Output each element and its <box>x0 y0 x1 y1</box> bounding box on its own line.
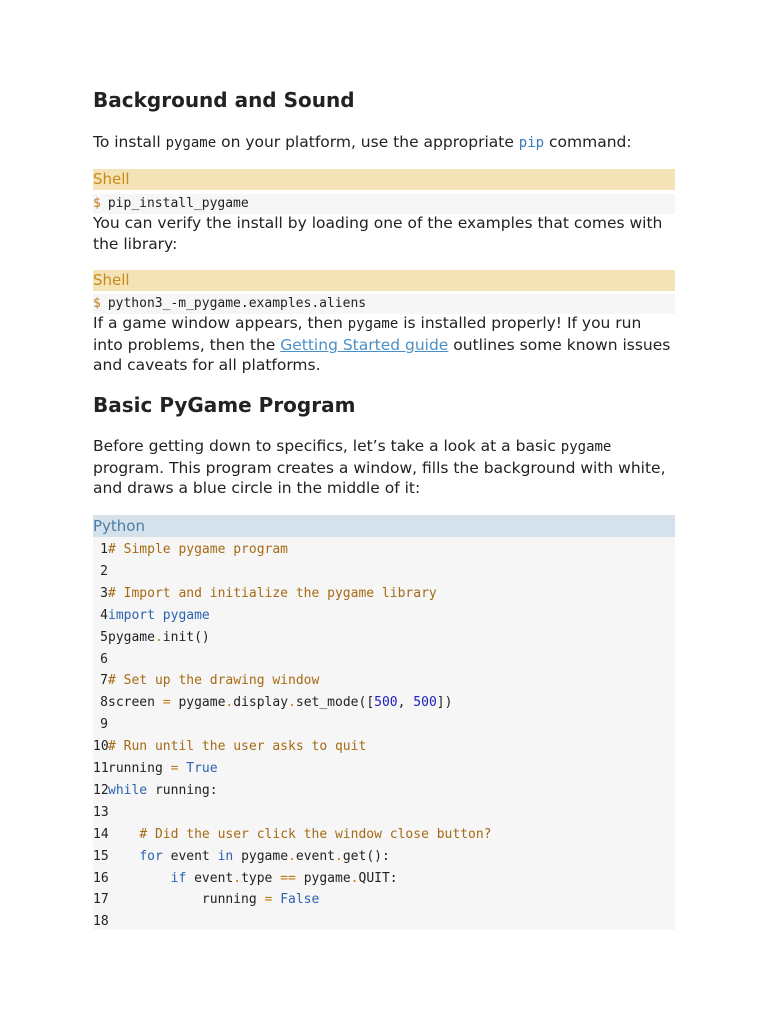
shell-prompt: $ <box>93 296 101 311</box>
code-token: . <box>335 848 343 864</box>
code-token: . <box>225 695 234 711</box>
code-token: import <box>108 607 155 623</box>
code-line <box>93 758 218 780</box>
text-span: program. This program creates a window, fills the background with white, and draws a blue circle in the middle of it: <box>93 458 666 498</box>
line-number: 8 <box>100 695 108 711</box>
code-token: . <box>288 848 296 864</box>
getting-started-link[interactable]: Getting Started guide <box>280 335 449 354</box>
line-number: 16 <box>93 870 109 886</box>
code-token: = <box>170 761 179 776</box>
code-token: True <box>186 761 218 776</box>
line-number: 18 <box>93 914 109 930</box>
code-line <box>93 649 108 671</box>
code-line <box>93 627 210 649</box>
line-number: 2 <box>100 563 108 579</box>
install-intro-paragraph <box>93 132 675 154</box>
code-token: ]) <box>436 695 453 711</box>
code-line <box>93 583 437 605</box>
line-number: 15 <box>93 848 109 864</box>
code-token: . <box>154 629 163 645</box>
shell-label-1: Shell <box>93 169 675 190</box>
code-line <box>93 780 218 802</box>
code-line <box>93 889 319 911</box>
text-span: on your platform, use the appropriate <box>216 133 519 151</box>
code-token: display <box>233 695 289 711</box>
line-number: 14 <box>93 826 109 842</box>
code-line <box>93 736 366 758</box>
code-token: for <box>139 848 163 864</box>
line-number: 10 <box>93 739 109 755</box>
inline-code: pygame <box>165 135 217 151</box>
code-token: QUIT: <box>358 870 398 886</box>
line-number: 13 <box>93 804 109 820</box>
code-token: pygame <box>295 870 351 886</box>
code-token: , <box>397 695 414 711</box>
text-span: Before getting down to specifics, let’s take a look at a basic <box>93 437 561 455</box>
code-line <box>93 846 390 868</box>
code-token: # Did the user click the window close button? <box>139 826 492 842</box>
code-line <box>93 911 108 933</box>
section-heading-basic-program: Basic PyGame Program <box>93 393 356 417</box>
shell-prompt: $ <box>93 196 101 211</box>
python-label: Python <box>93 515 675 537</box>
code-token: == <box>280 870 296 886</box>
code-token: # Import and initialize the pygame library <box>108 585 437 601</box>
code-line <box>93 605 210 627</box>
code-token: . <box>288 695 296 711</box>
text-span: To install <box>93 133 166 151</box>
code-token: type <box>241 870 281 886</box>
line-number: 3 <box>100 585 108 601</box>
inline-code: pygame <box>560 439 612 455</box>
section-heading-background-sound: Background and Sound <box>93 88 355 112</box>
code-token: event <box>162 848 218 864</box>
shell-command-text: python3_-m_pygame.examples.aliens <box>107 296 367 311</box>
line-number: 12 <box>93 782 109 798</box>
shell-command-2[interactable] <box>93 294 675 314</box>
line-number: 7 <box>100 673 108 689</box>
code-line <box>93 670 319 692</box>
code-token: event <box>186 870 234 886</box>
code-token: pygame <box>108 629 155 645</box>
text-span: is installed properly! If you run into problems, then the <box>93 314 642 354</box>
program-intro-paragraph <box>93 436 675 499</box>
code-token: # Run until the user asks to quit <box>108 739 367 755</box>
inline-code-pip: pip <box>518 135 545 151</box>
line-number: 5 <box>100 629 108 645</box>
code-token <box>108 871 171 886</box>
code-token: . <box>233 870 242 886</box>
shell-label-2: Shell <box>93 270 675 291</box>
code-token <box>108 849 139 864</box>
inline-code: pygame <box>347 316 399 332</box>
code-token: pygame <box>170 695 226 711</box>
code-token: pygame <box>233 848 289 864</box>
line-number: 11 <box>93 761 109 776</box>
shell-command-text: pip_install_pygame <box>107 196 249 211</box>
install-result-paragraph <box>93 313 675 376</box>
python-code-block[interactable] <box>93 537 675 930</box>
code-token: . <box>350 870 359 886</box>
code-token: running <box>108 761 171 776</box>
code-token: if <box>170 870 187 886</box>
code-line <box>93 539 288 561</box>
code-line <box>93 714 108 736</box>
code-token: while <box>108 782 148 798</box>
code-token: = <box>264 892 273 908</box>
code-line <box>93 561 108 583</box>
code-line <box>93 824 492 846</box>
code-line <box>93 802 108 824</box>
line-number: 1 <box>100 542 108 557</box>
code-token: event <box>295 848 336 864</box>
code-line <box>93 868 398 890</box>
code-token: # Set up the drawing window <box>108 673 320 689</box>
line-number: 6 <box>100 651 108 667</box>
shell-command-1[interactable] <box>93 194 675 214</box>
code-token: pygame <box>162 607 210 623</box>
code-token: 500 <box>374 695 398 711</box>
line-number: 17 <box>93 892 109 908</box>
code-token: get(): <box>342 848 390 864</box>
code-token: in <box>217 848 234 864</box>
code-token: screen <box>108 695 163 711</box>
code-token: running: <box>147 782 218 798</box>
code-token: running <box>108 892 265 908</box>
code-token: 500 <box>413 695 437 711</box>
text-span: If a game window appears, then <box>93 314 348 332</box>
code-token <box>108 827 139 842</box>
code-token: set_mode([ <box>295 695 375 711</box>
text-span: command: <box>544 133 632 151</box>
code-token: init() <box>162 629 210 645</box>
code-token: = <box>162 695 171 711</box>
text-span: outlines some known issues and caveats for all platforms. <box>93 335 671 375</box>
verify-paragraph: You can verify the install by loading one of the examples that comes with the library: <box>93 214 663 253</box>
line-number: 9 <box>100 717 108 733</box>
code-token <box>155 608 163 623</box>
line-number: 4 <box>100 607 108 623</box>
code-token: # Simple pygame program <box>108 542 289 557</box>
code-line <box>93 692 452 714</box>
code-token: False <box>280 892 320 908</box>
